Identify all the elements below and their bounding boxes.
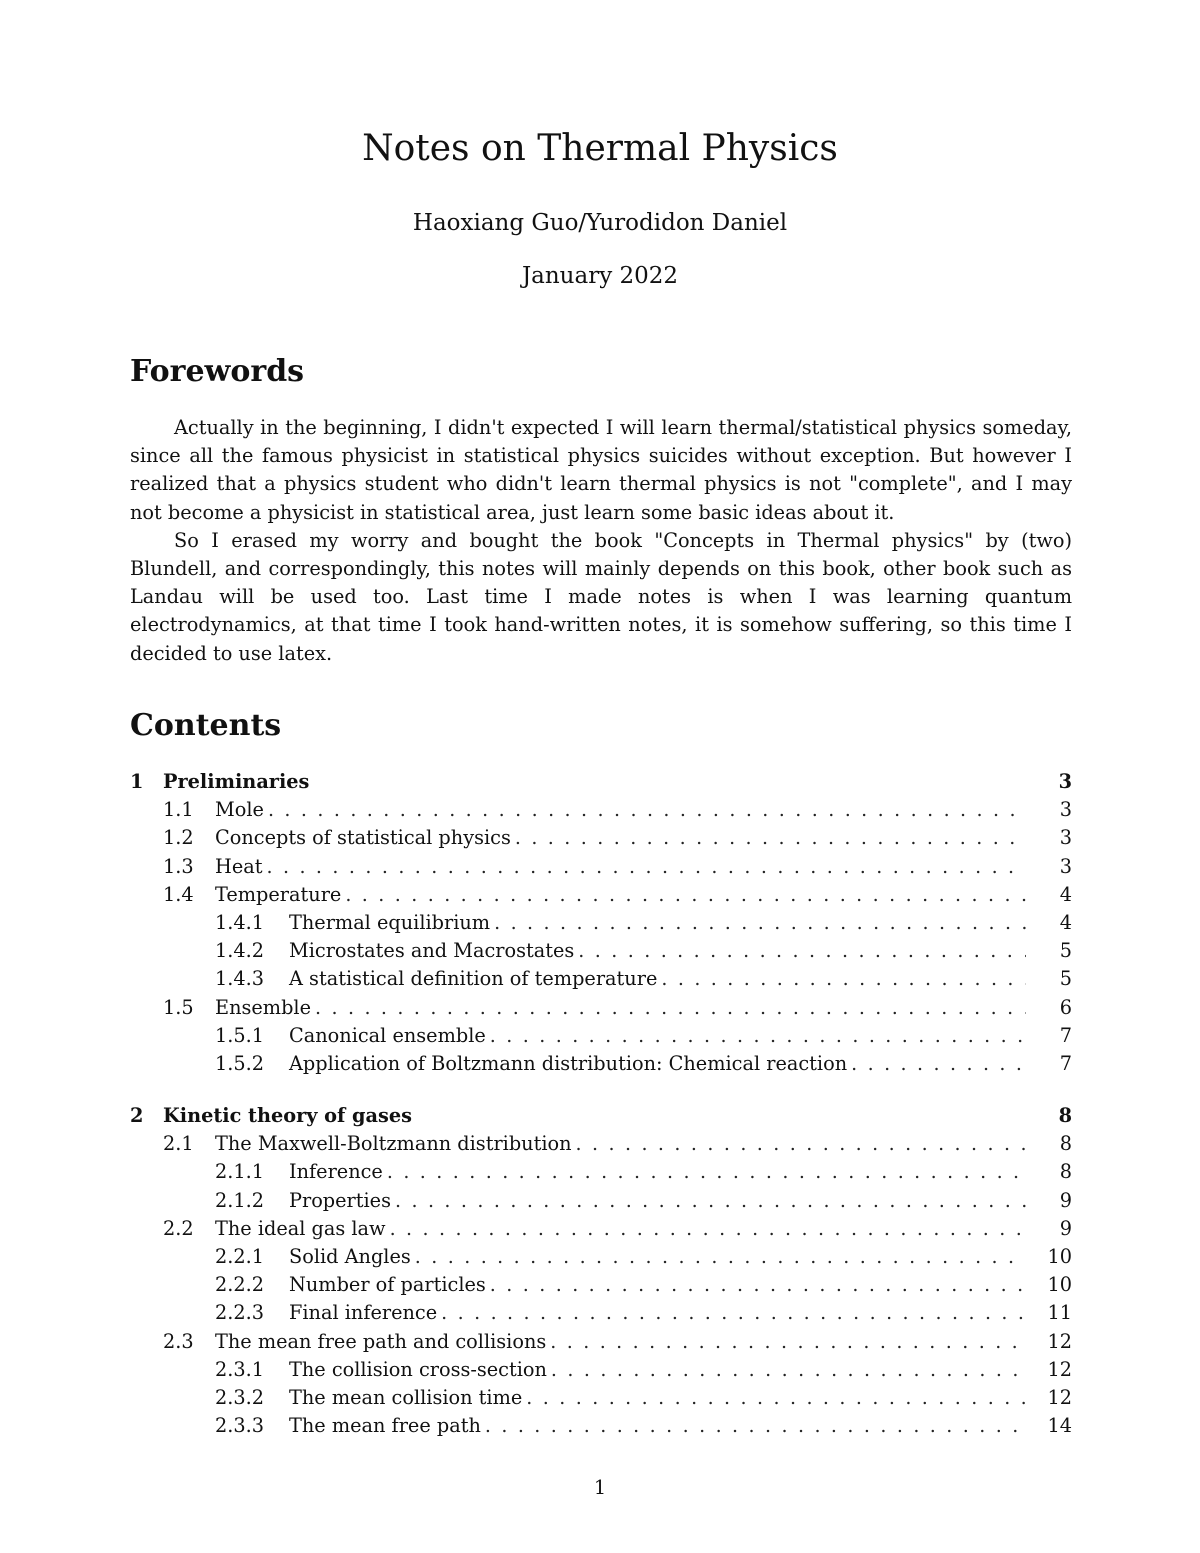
toc-leader-dots (415, 1243, 1026, 1271)
toc-entry-title[interactable]: Kinetic theory of gases (163, 1102, 416, 1130)
toc-entry-title[interactable]: Temperature (215, 881, 345, 909)
toc-entry-page[interactable]: 10 (1026, 1271, 1072, 1299)
toc-leader-dots (526, 1384, 1026, 1412)
toc-entry-page[interactable]: 3 (1026, 796, 1072, 824)
toc-entry-number: 1.5 (163, 995, 194, 1019)
toc-entry-line (215, 881, 1072, 909)
toc-entry-number: 2.2.3 (215, 1301, 265, 1325)
toc-subsection-entry[interactable] (130, 1187, 1072, 1215)
toc-entry-line (289, 1271, 1072, 1299)
toc-entry-title[interactable]: Solid Angles (289, 1243, 415, 1271)
toc-entry-number: 1.5.2 (215, 1051, 265, 1075)
toc-leader-dots (490, 1271, 1026, 1299)
toc-entry-number: 2.1 (163, 1132, 194, 1156)
toc-entry-line (289, 909, 1072, 937)
toc-section-entry[interactable] (130, 796, 1072, 824)
toc-entry-number: 1 (130, 770, 144, 793)
toc-entry-title[interactable]: Heat (215, 853, 266, 881)
toc-leader-dots (266, 853, 1026, 881)
toc-entry-page[interactable]: 9 (1026, 1187, 1072, 1215)
toc-entry-line (289, 1356, 1072, 1384)
toc-entry-number: 2.1.1 (215, 1160, 265, 1184)
document-date: January 2022 (521, 263, 679, 289)
toc-leader-dots (550, 1328, 1026, 1356)
toc-leader-dots (485, 1412, 1026, 1440)
toc-section-entry[interactable] (130, 853, 1072, 881)
toc-entry-page[interactable]: 4 (1026, 909, 1072, 937)
document-title: Notes on Thermal Physics (362, 128, 838, 169)
toc-subsection-entry[interactable] (130, 937, 1072, 965)
toc-entry-title[interactable]: Thermal equilibrium (289, 909, 494, 937)
toc-entry-page[interactable]: 8 (1026, 1130, 1072, 1158)
toc-leader-dots (576, 1130, 1026, 1158)
toc-entry-line (289, 1022, 1072, 1050)
toc-entry-number: 1.3 (163, 854, 194, 878)
toc-entry-line (215, 853, 1072, 881)
toc-entry-page[interactable]: 6 (1026, 994, 1072, 1022)
toc-section-entry[interactable] (130, 994, 1072, 1022)
toc-entry-number: 2.3.1 (215, 1357, 265, 1381)
toc-entry-line (215, 1215, 1072, 1243)
toc-entry-line (215, 1130, 1072, 1158)
toc-entry-number: 2.3.2 (215, 1385, 265, 1409)
foreword-paragraph: So I erased my worry and bought the book "Concepts in Thermal physics" by (two) Blundell, and correspondingly, this notes will mainly depends on this book, other book such as Landau will be used too. Last time I made notes is when I was learning quantum electrodynamics, at that time I took hand-written notes, it is somehow suffering, so this time I decided to use latex. (130, 528, 1072, 665)
toc-entry-title[interactable]: Microstates and Macrostates (289, 937, 578, 965)
toc-entry-page[interactable]: 9 (1026, 1215, 1072, 1243)
toc-entry-number: 2.2.1 (215, 1245, 265, 1268)
toc-chapter-entry[interactable] (130, 1102, 1072, 1130)
toc-subsection-entry[interactable] (130, 1384, 1072, 1412)
toc-section-entry[interactable] (130, 1215, 1072, 1243)
toc-entry-page[interactable]: 11 (1026, 1299, 1072, 1327)
toc-entry-line (289, 1158, 1072, 1186)
toc-entry-title[interactable]: The mean free path and collisions (215, 1328, 550, 1356)
toc-leader-dots (315, 994, 1026, 1022)
toc-entry-number: 2.2.2 (215, 1273, 265, 1297)
toc-entry-line (215, 994, 1072, 1022)
toc-entry-page[interactable]: 8 (1026, 1158, 1072, 1186)
page-number: 1 (593, 1476, 607, 1499)
toc-entry-number: 1.4.2 (215, 939, 265, 963)
toc-leader-dots (390, 1215, 1026, 1243)
forewords-body (130, 414, 1072, 668)
toc-entry-page[interactable]: 7 (1026, 1022, 1072, 1050)
toc-entry-title[interactable]: Properties (289, 1187, 395, 1215)
toc-leader-dots (578, 937, 1026, 965)
toc-entry-title[interactable]: Application of Boltzmann distribution: Chemical reaction (289, 1050, 851, 1078)
toc-entry-number: 2.3 (163, 1329, 194, 1353)
toc-leader-dots (395, 1187, 1026, 1215)
toc-leader-dots (551, 1356, 1026, 1384)
toc-entry-page[interactable]: 3 (1026, 853, 1072, 881)
toc-entry-page[interactable]: 10 (1026, 1243, 1072, 1271)
toc-leader-dots (387, 1158, 1026, 1186)
toc-leader-dots (851, 1050, 1026, 1078)
toc-subsection-entry[interactable] (130, 1243, 1072, 1271)
toc-entry-line (163, 1102, 1072, 1130)
toc-entry-number: 1.4 (163, 882, 194, 906)
toc-entry-title[interactable]: Inference (289, 1158, 387, 1186)
toc-entry-page[interactable]: 8 (1026, 1102, 1072, 1130)
toc-leader-dots (490, 1022, 1026, 1050)
toc-entry-line (289, 1243, 1072, 1271)
toc-entry-title[interactable]: Final inference (289, 1299, 441, 1327)
toc-entry-page[interactable]: 12 (1026, 1356, 1072, 1384)
toc-entry-line (215, 824, 1072, 852)
toc-entry-page[interactable]: 14 (1026, 1412, 1072, 1440)
toc-entry-line (289, 965, 1072, 993)
toc-entry-title[interactable]: Canonical ensemble (289, 1022, 490, 1050)
toc-entry-number: 2.3.3 (215, 1414, 265, 1438)
toc-entry-line (163, 768, 1072, 796)
forewords-heading: Forewords (130, 354, 305, 389)
toc-chapter-entry[interactable] (130, 768, 1072, 796)
toc-subsection-entry[interactable] (130, 1356, 1072, 1384)
toc-subsection-entry[interactable] (130, 1158, 1072, 1186)
toc-entry-line (289, 1299, 1072, 1327)
toc-entry-page[interactable]: 7 (1026, 1050, 1072, 1078)
toc-subsection-entry[interactable] (130, 909, 1072, 937)
toc-entry-number: 2.1.2 (215, 1188, 265, 1212)
toc-entry-line (289, 1384, 1072, 1412)
toc-leader-dots (345, 881, 1026, 909)
toc-subsection-entry[interactable] (130, 1050, 1072, 1078)
table-of-contents (130, 768, 1072, 1440)
toc-entry-line (289, 937, 1072, 965)
toc-entry-title[interactable]: The mean collision time (289, 1384, 526, 1412)
toc-entry-number: 2.2 (163, 1216, 194, 1240)
toc-entry-line (289, 1187, 1072, 1215)
toc-section-entry[interactable] (130, 824, 1072, 852)
toc-entry-title[interactable]: Mole (215, 796, 268, 824)
toc-chapter-gap (130, 1078, 1072, 1102)
toc-entry-line (215, 1328, 1072, 1356)
toc-entry-title[interactable]: Number of particles (289, 1271, 490, 1299)
toc-leader-dots (515, 824, 1026, 852)
toc-entry-title[interactable]: The collision cross-section (289, 1356, 551, 1384)
toc-section-entry[interactable] (130, 881, 1072, 909)
toc-entry-page[interactable]: 4 (1026, 881, 1072, 909)
toc-entry-page[interactable]: 5 (1026, 965, 1072, 993)
toc-subsection-entry[interactable] (130, 1299, 1072, 1327)
toc-entry-line (289, 1412, 1072, 1440)
toc-entry-title[interactable]: The Maxwell-Boltzmann distribution (215, 1130, 576, 1158)
toc-entry-title[interactable]: A statistical definition of temperature (289, 965, 661, 993)
toc-section-entry[interactable] (130, 1328, 1072, 1356)
toc-entry-page[interactable]: 12 (1026, 1384, 1072, 1412)
document-author: Haoxiang Guo/Yurodidon Daniel (412, 210, 788, 236)
toc-entry-line (289, 1050, 1072, 1078)
toc-section-entry[interactable] (130, 1130, 1072, 1158)
foreword-paragraph: Actually in the beginning, I didn't expected I will learn thermal/statistical physics someday, since all the famous physicist in statistical physics suicides without exception. But however I realized that a physics student who didn't learn thermal physics is not "complete", and I may not become a physicist in statistical area, just learn some basic ideas about it. (130, 416, 1072, 524)
toc-leader-dots (441, 1299, 1026, 1327)
toc-leader-dots (661, 965, 1026, 993)
toc-entry-number: 1.1 (163, 798, 194, 822)
toc-entry-page[interactable]: 3 (1026, 768, 1072, 796)
toc-entry-title[interactable]: Ensemble (215, 994, 315, 1022)
toc-entry-page[interactable]: 3 (1026, 824, 1072, 852)
toc-entry-line (215, 796, 1072, 824)
toc-entry-number: 1.4.3 (215, 967, 265, 991)
toc-subsection-entry[interactable] (130, 965, 1072, 993)
toc-subsection-entry[interactable] (130, 1412, 1072, 1440)
toc-entry-title[interactable]: The mean free path (289, 1412, 485, 1440)
toc-entry-title[interactable]: The ideal gas law (215, 1215, 390, 1243)
contents-heading: Contents (130, 708, 282, 743)
toc-entry-number: 1.5.1 (215, 1023, 265, 1047)
toc-leader-dots (494, 909, 1026, 937)
toc-entry-page[interactable]: 12 (1026, 1328, 1072, 1356)
toc-entry-number: 1.4.1 (215, 910, 265, 934)
toc-entry-number: 2 (130, 1104, 144, 1128)
toc-subsection-entry[interactable] (130, 1022, 1072, 1050)
toc-entry-title[interactable]: Concepts of statistical physics (215, 824, 515, 852)
toc-entry-title[interactable]: Preliminaries (163, 768, 313, 796)
toc-entry-page[interactable]: 5 (1026, 937, 1072, 965)
toc-entry-number: 1.2 (163, 826, 194, 850)
toc-leader-dots (268, 796, 1026, 824)
toc-subsection-entry[interactable] (130, 1271, 1072, 1299)
